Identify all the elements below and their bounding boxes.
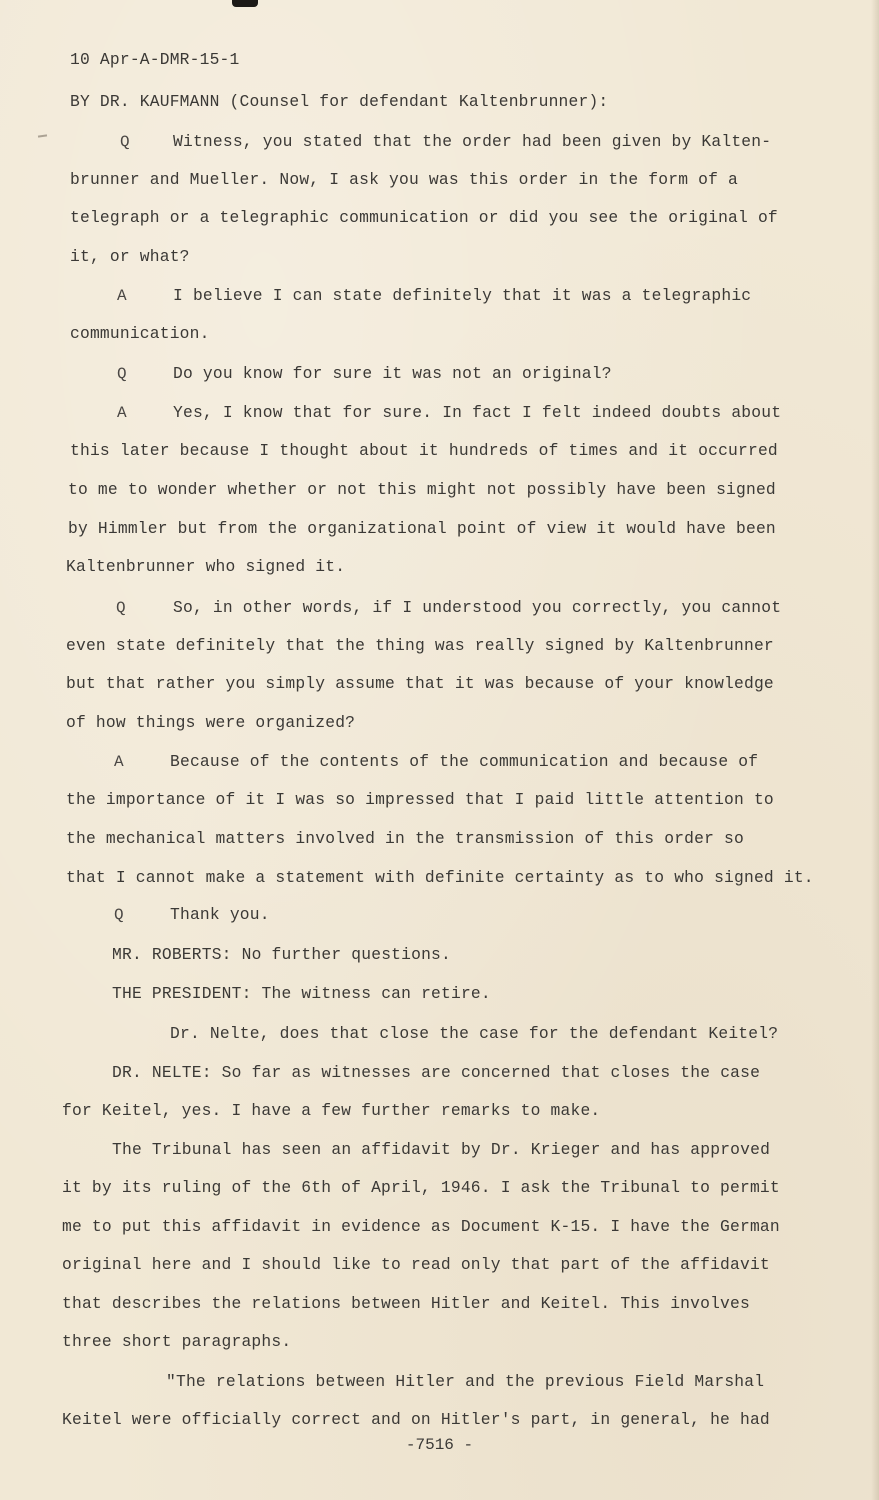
text-line: that I cannot make a statement with definite certainty as to who signed it. (66, 868, 814, 887)
text-line: this later because I thought about it hundreds of times and it occurred (70, 441, 778, 460)
margin-pencil-mark (38, 134, 47, 137)
text-line: even state definitely that the thing was really signed by Kaltenbrunner (66, 636, 774, 655)
text-line: it by its ruling of the 6th of April, 1946. I ask the Tribunal to permit (62, 1178, 780, 1197)
text-line: The Tribunal has seen an affidavit by Dr. Krieger and has approved (112, 1140, 771, 1159)
text-line: it, or what? (70, 247, 190, 266)
text-line: I believe I can state definitely that it was a telegraphic (173, 286, 752, 305)
text-line: the mechanical matters involved in the transmission of this order so (66, 829, 744, 848)
text-line: of how things were organized? (66, 713, 356, 732)
speaker-mark-question: Q (120, 133, 130, 151)
text-line: but that rather you simply assume that it was because of your knowledge (66, 674, 774, 693)
text-line: telegraph or a telegraphic communication or did you see the original of (70, 208, 778, 227)
text-line: Thank you. (170, 905, 270, 924)
text-line: Yes, I know that for sure. In fact I felt indeed doubts about (173, 403, 782, 422)
text-line: communication. (70, 324, 210, 343)
speaker-mark-question: Q (116, 599, 126, 617)
text-line: Dr. Nelte, does that close the case for the defendant Keitel? (170, 1024, 779, 1043)
text-line: Kaltenbrunner who signed it. (66, 557, 346, 576)
examination-heading: BY DR. KAUFMANN (Counsel for defendant Kaltenbrunner): (70, 92, 609, 111)
text-line: the importance of it I was so impressed that I paid little attention to (66, 790, 774, 809)
text-line: Witness, you stated that the order had been given by Kalten- (173, 132, 772, 151)
speaker-mark-question: Q (114, 906, 124, 924)
text-line: So, in other words, if I understood you correctly, you cannot (173, 598, 782, 617)
speaker-mark-answer: A (117, 404, 127, 422)
text-line: original here and I should like to read only that part of the affidavit (62, 1255, 770, 1274)
text-line: three short paragraphs. (62, 1332, 292, 1351)
quoted-text-line: Keitel were officially correct and on Hitler's part, in general, he had (62, 1410, 770, 1429)
text-line: to me to wonder whether or not this might not possibly have been signed (68, 480, 776, 499)
speaker-line: DR. NELTE: So far as witnesses are concerned that closes the case (112, 1063, 761, 1082)
binding-clip-mark (232, 0, 258, 7)
quoted-text-line: "The relations between Hitler and the previous Field Marshal (166, 1372, 765, 1391)
speaker-mark-question: Q (117, 365, 127, 383)
text-line: brunner and Mueller. Now, I ask you was this order in the form of a (70, 170, 739, 189)
page-edge-shadow (871, 0, 879, 1500)
speaker-line: MR. ROBERTS: No further questions. (112, 945, 451, 964)
document-header-id: 10 Apr-A-DMR-15-1 (70, 50, 240, 69)
speaker-mark-answer: A (117, 287, 127, 305)
text-line: that describes the relations between Hitler and Keitel. This involves (62, 1294, 750, 1313)
text-line: for Keitel, yes. I have a few further remarks to make. (62, 1101, 601, 1120)
speaker-mark-answer: A (114, 753, 124, 771)
speaker-line: THE PRESIDENT: The witness can retire. (112, 984, 491, 1003)
text-line: me to put this affidavit in evidence as Document K-15. I have the German (62, 1217, 780, 1236)
text-line: by Himmler but from the organizational point of view it would have been (68, 519, 776, 538)
text-line: Because of the contents of the communication and because of (170, 752, 759, 771)
text-line: Do you know for sure it was not an original? (173, 364, 612, 383)
page-number: -7516 - (405, 1436, 474, 1454)
